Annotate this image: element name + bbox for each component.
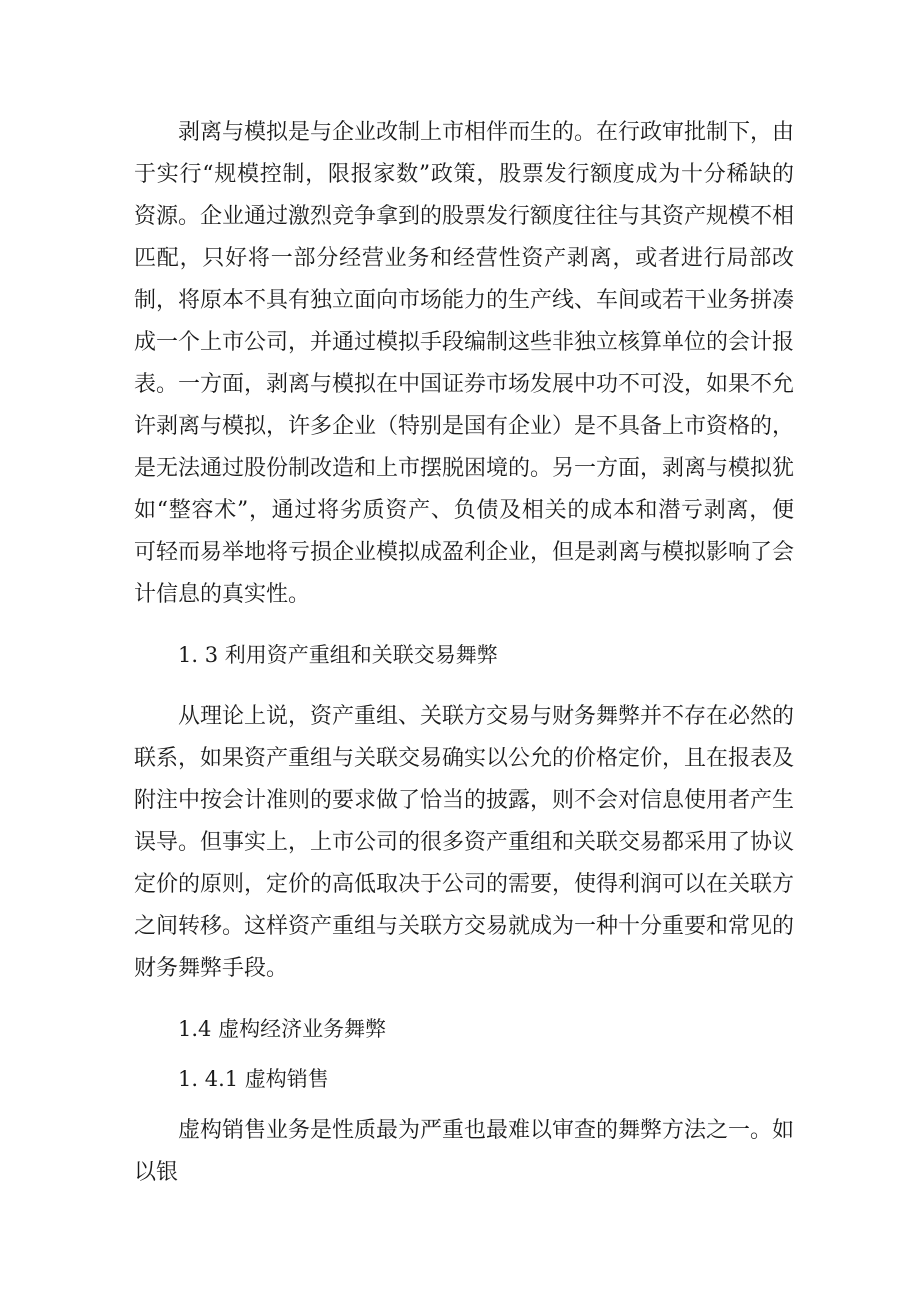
spacer	[134, 1100, 794, 1110]
spacer	[134, 616, 794, 634]
section-heading-1-3: 1. 3 利用资产重组和关联交易舞弊	[178, 643, 498, 667]
section-heading-1-4: 1.4 虚构经济业务舞弊	[178, 1017, 387, 1041]
paragraph-stripping-simulation: 剥离与模拟是与企业改制上市相伴而生的。在行政审批制下，由于实行“规模控制，限报家数”政策，股票发行额度成为十分稀缺的资源。企业通过激烈竞争拿到的股票发行额度往往与其资产规模不相匹配，只好将一部分经营业务和经营性资产剥离，或者进行局部改制，将原本不具有独立面向市场能力的生产线、车间或若干业务拼凑成一个上市公司，并通过模拟手段编制这些非独立核算单位的会计报表。一方面，剥离与模拟在中国证券市场发展中功不可没，如果不允许剥离与模拟，许多企业（特别是国有企业）是不具备上市资格的，是无法通过股份制改造和上市摆脱困境的。另一方面，剥离与模拟犹如“整容术”，通过将劣质资产、负债及相关的成本和潜亏剥离，便可轻而易举地将亏损企业模拟成盈利企业，但是剥离与模拟影响了会计信息的真实性。	[134, 120, 795, 607]
paragraph-asset-restructuring: 从理论上说，资产重组、关联方交易与财务舞弊并不存在必然的联系，如果资产重组与关联交易确实以公允的价格定价，且在报表及附注中按会计准则的要求做了恰当的披露，则不会对信息使用者产生误导。但事实上，上市公司的很多资产重组和关联交易都采用了协议定价的原则，定价的高低取决于公司的需要，使得利润可以在关联方之间转移。这样资产重组与关联方交易就成为一种十分重要和常见的财务舞弊手段。	[134, 704, 795, 981]
document-body	[134, 112, 794, 1194]
paragraph-fictitious-sales: 虚构销售业务是性质最为严重也最难以审查的舞弊方法之一。如以银	[134, 1118, 795, 1185]
spacer	[134, 1050, 794, 1058]
spacer	[134, 990, 794, 1008]
section-heading-1-4-1: 1. 4.1 虚构销售	[178, 1067, 329, 1091]
spacer	[134, 676, 794, 696]
